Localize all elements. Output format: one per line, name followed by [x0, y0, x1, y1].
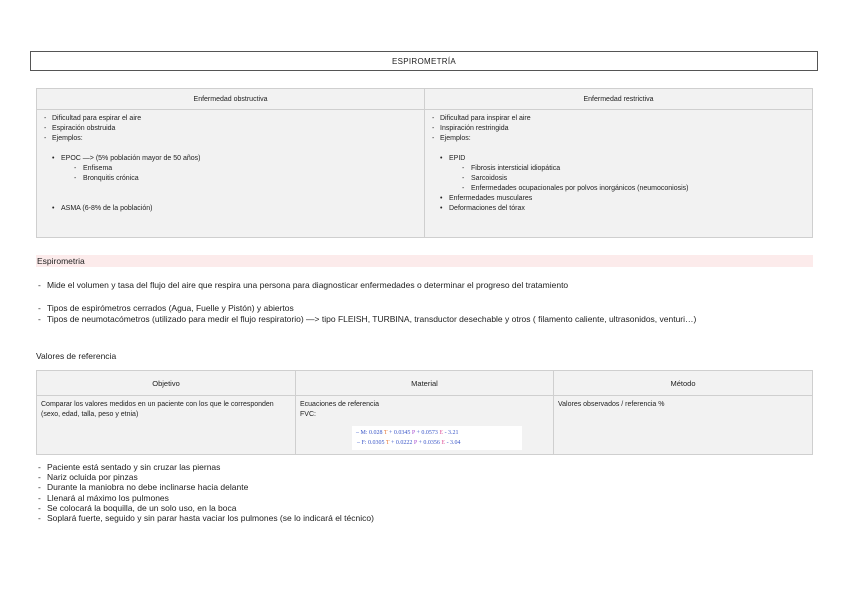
table-header-row: [37, 371, 813, 396]
list-item: - Enfisema: [61, 164, 418, 174]
list-item: - Ejemplos:: [431, 134, 806, 144]
header-objetivo: Objetivo: [37, 371, 296, 396]
procedure-list: [36, 462, 812, 523]
list-item: - Ejemplos:: [43, 134, 418, 144]
list-item: - Tipos de espirómetros cerrados (Agua, Fuelle y Pistón) y abiertos: [36, 303, 812, 314]
list-item: - Espiración obstruida: [43, 124, 418, 134]
list-item-epid: • EPID - Fibrosis intersticial idiopática - Sarcoidosis - Enfermedades ocupacionales por polvos inorgánicos (neumoconiosis): [439, 154, 806, 194]
disease-comparison-table: [36, 88, 813, 238]
material-line-2: FVC:: [300, 411, 316, 418]
method-cell: Valores observados / referencia %: [554, 396, 813, 455]
list-item: - Durante la maniobra no debe inclinarse hacia delante: [36, 482, 812, 492]
list-item: - Bronquitis crónica: [61, 174, 418, 184]
formula-male: – M: 0.028 T + 0.0345 P + 0.0573 E - 3.21: [356, 430, 459, 436]
table-header-row: [37, 89, 813, 110]
list-item: - Dificultad para espirar el aire: [43, 114, 418, 124]
table-row: [37, 110, 813, 238]
obstructive-cell: [37, 110, 425, 238]
formula-female: – F: 0.0305 T + 0.0222 P + 0.0356 E - 3.04: [357, 440, 461, 446]
instruments-list: [36, 303, 812, 325]
list-item: - Fibrosis intersticial idiopática: [449, 164, 806, 174]
section-heading-espirometria: Espirometria: [36, 255, 813, 267]
material-line-1: Ecuaciones de referencia: [300, 401, 379, 408]
fvc-formula-box: [352, 426, 522, 450]
list-item: - Sarcoidosis: [449, 174, 806, 184]
definition-block: [36, 280, 812, 291]
document-title: ESPIROMETRÍA: [30, 51, 818, 71]
header-metodo: Método: [554, 371, 813, 396]
header-obstructive: Enfermedad obstructiva: [37, 89, 425, 110]
restrictive-cell: [425, 110, 813, 238]
list-item: - Paciente está sentado y sin cruzar las piernas: [36, 462, 812, 472]
reference-values-table: [36, 370, 813, 455]
list-item: - Soplará fuerte, seguido y sin parar hasta vaciar los pulmones (se lo indicará el técnico): [36, 513, 812, 523]
header-restrictive: Enfermedad restrictiva: [425, 89, 813, 110]
list-item: - Dificultad para inspirar el aire: [431, 114, 806, 124]
list-item: - Llenará al máximo los pulmones: [36, 493, 812, 503]
list-item: - Se colocará la boquilla, de un solo uso, en la boca: [36, 503, 812, 513]
definition-text: - Mide el volumen y tasa del flujo del aire que respira una persona para diagnosticar enfermedades o determinar el progreso del tratamiento: [36, 280, 812, 291]
list-item: - Tipos de neumotacómetros (utilizado para medir el flujo respiratorio) —> tipo FLEISH, TURBINA, transductor desechable y otros ( filamento caliente, ultrasonidos, venturi…): [36, 314, 812, 325]
list-item: - Enfermedades ocupacionales por polvos inorgánicos (neumoconiosis): [449, 184, 806, 194]
table-row: [37, 396, 813, 455]
list-item: • Deformaciones del tórax: [439, 204, 806, 214]
reference-heading: Valores de referencia: [36, 351, 117, 361]
list-item: - Nariz ocluida por pinzas: [36, 472, 812, 482]
list-item: • Enfermedades musculares: [439, 194, 806, 204]
list-item-asma: • ASMA (6-8% de la población): [51, 204, 418, 214]
material-cell: [296, 396, 554, 455]
list-item-epoc: • EPOC —> (5% población mayor de 50 años) - Enfisema - Bronquitis crónica: [51, 154, 418, 184]
list-item: - Inspiración restringida: [431, 124, 806, 134]
objective-cell: Comparar los valores medidos en un paciente con los que le corresponden (sexo, edad, talla, peso y etnia): [37, 396, 296, 455]
header-material: Material: [296, 371, 554, 396]
